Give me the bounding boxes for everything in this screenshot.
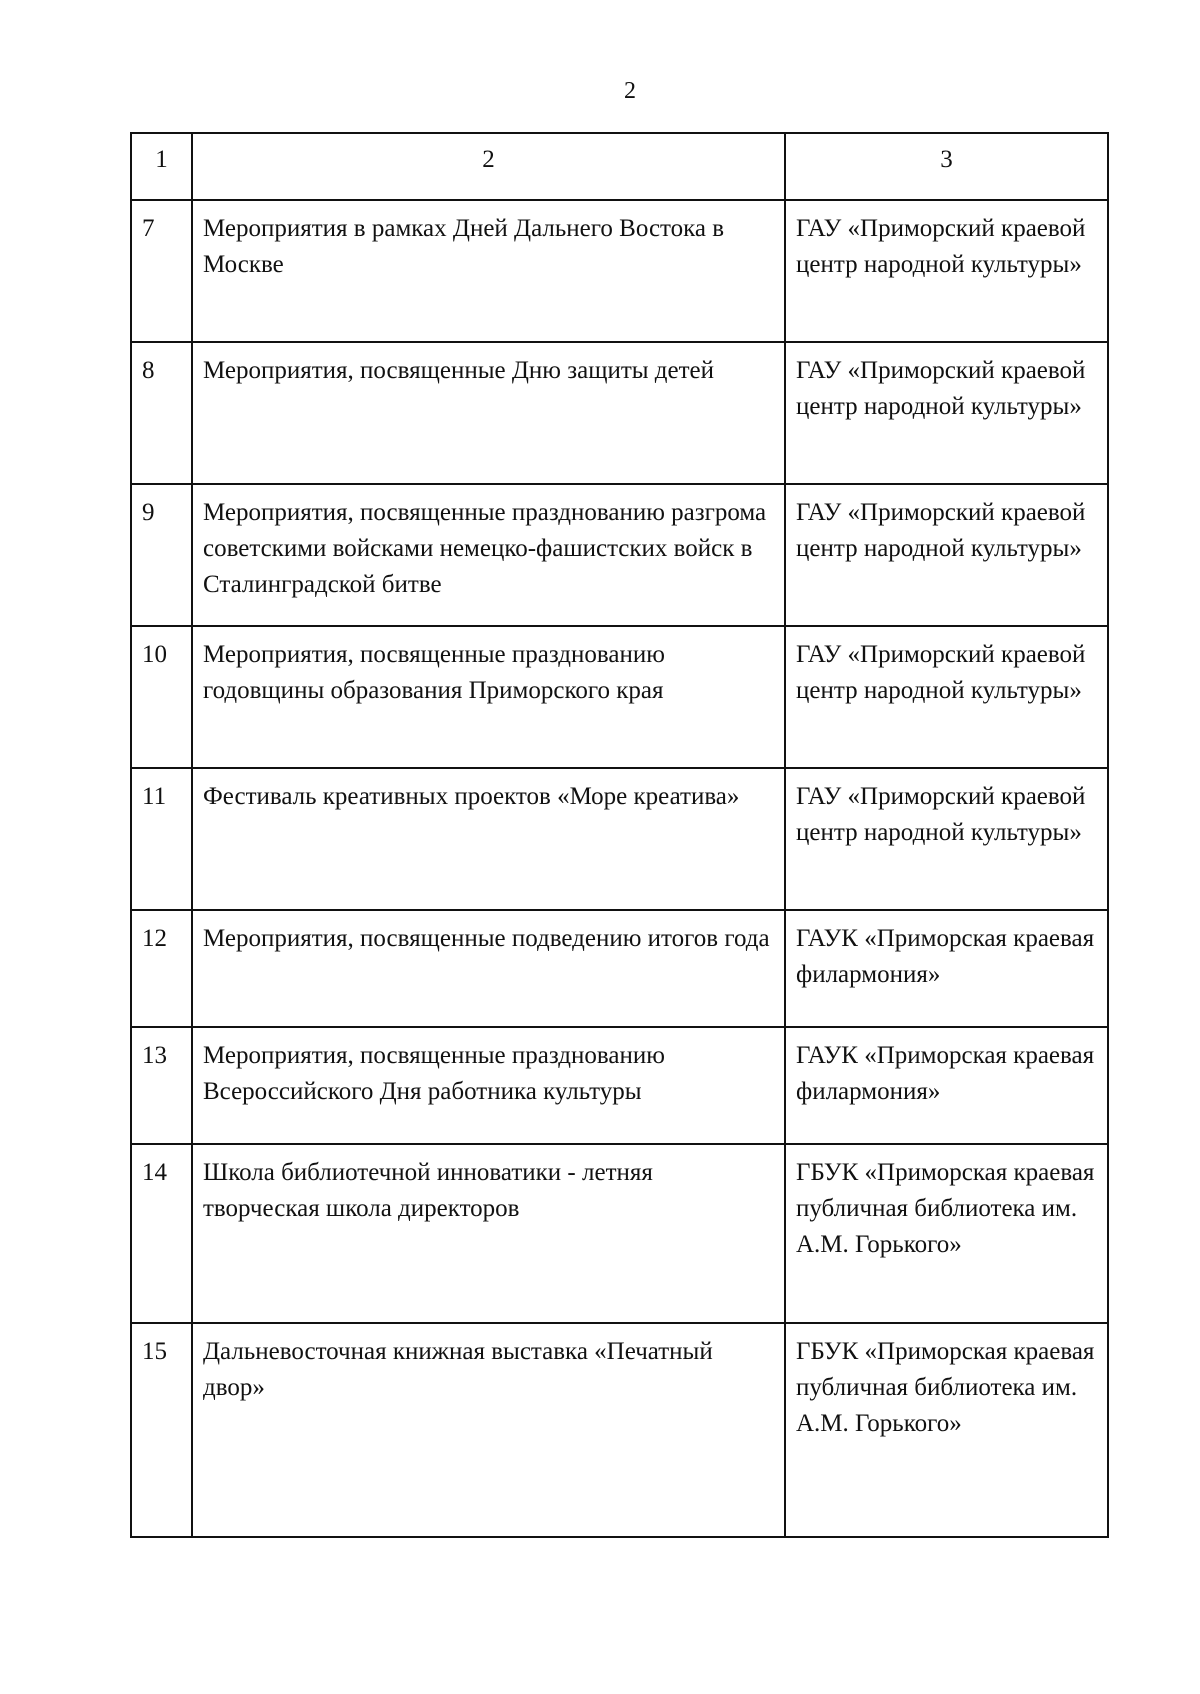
table-row [131, 484, 1108, 626]
table-row [131, 910, 1108, 1027]
organizer: ГАУ «Приморский краевой центр народной культуры» [785, 484, 1108, 626]
row-number: 14 [131, 1144, 192, 1323]
header-col-3: 3 [785, 133, 1108, 200]
table-row [131, 1027, 1108, 1144]
page-number: 2 [624, 78, 636, 104]
organizer: ГАУ «Приморский краевой центр народной культуры» [785, 768, 1108, 910]
table-row [131, 342, 1108, 484]
row-number: 11 [131, 768, 192, 910]
event-name: Мероприятия, посвященные празднованию годовщины образования Приморского края [192, 626, 785, 768]
table-row [131, 1323, 1108, 1537]
event-name: Мероприятия в рамках Дней Дальнего Востока в Москве [192, 200, 785, 342]
table-row [131, 200, 1108, 342]
organizer: ГБУК «Приморская краевая публичная библиотека им. А.М. Горького» [785, 1323, 1108, 1537]
event-name: Мероприятия, посвященные подведению итогов года [192, 910, 785, 1027]
table-row [131, 626, 1108, 768]
table-row [131, 1144, 1108, 1323]
row-number: 10 [131, 626, 192, 768]
header-col-2: 2 [192, 133, 785, 200]
event-name: Дальневосточная книжная выставка «Печатный двор» [192, 1323, 785, 1537]
event-name: Мероприятия, посвященные празднованию Всероссийского Дня работника культуры [192, 1027, 785, 1144]
header-col-1: 1 [131, 133, 192, 200]
event-name: Школа библиотечной инноватики - летняя творческая школа директоров [192, 1144, 785, 1323]
organizer: ГАУ «Приморский краевой центр народной культуры» [785, 342, 1108, 484]
event-name: Мероприятия, посвященные празднованию разгрома советскими войсками немецко-фашистских войск в Сталинградской битве [192, 484, 785, 626]
event-name: Фестиваль креативных проектов «Море креатива» [192, 768, 785, 910]
table-header-row [131, 133, 1108, 200]
organizer: ГБУК «Приморская краевая публичная библиотека им. А.М. Горького» [785, 1144, 1108, 1323]
event-name: Мероприятия, посвященные Дню защиты детей [192, 342, 785, 484]
organizer: ГАУ «Приморский краевой центр народной культуры» [785, 626, 1108, 768]
row-number: 8 [131, 342, 192, 484]
events-table [130, 132, 1109, 1538]
organizer: ГАУК «Приморская краевая филармония» [785, 1027, 1108, 1144]
row-number: 13 [131, 1027, 192, 1144]
row-number: 12 [131, 910, 192, 1027]
row-number: 7 [131, 200, 192, 342]
table-row [131, 768, 1108, 910]
organizer: ГАУК «Приморская краевая филармония» [785, 910, 1108, 1027]
organizer: ГАУ «Приморский краевой центр народной культуры» [785, 200, 1108, 342]
row-number: 15 [131, 1323, 192, 1537]
row-number: 9 [131, 484, 192, 626]
